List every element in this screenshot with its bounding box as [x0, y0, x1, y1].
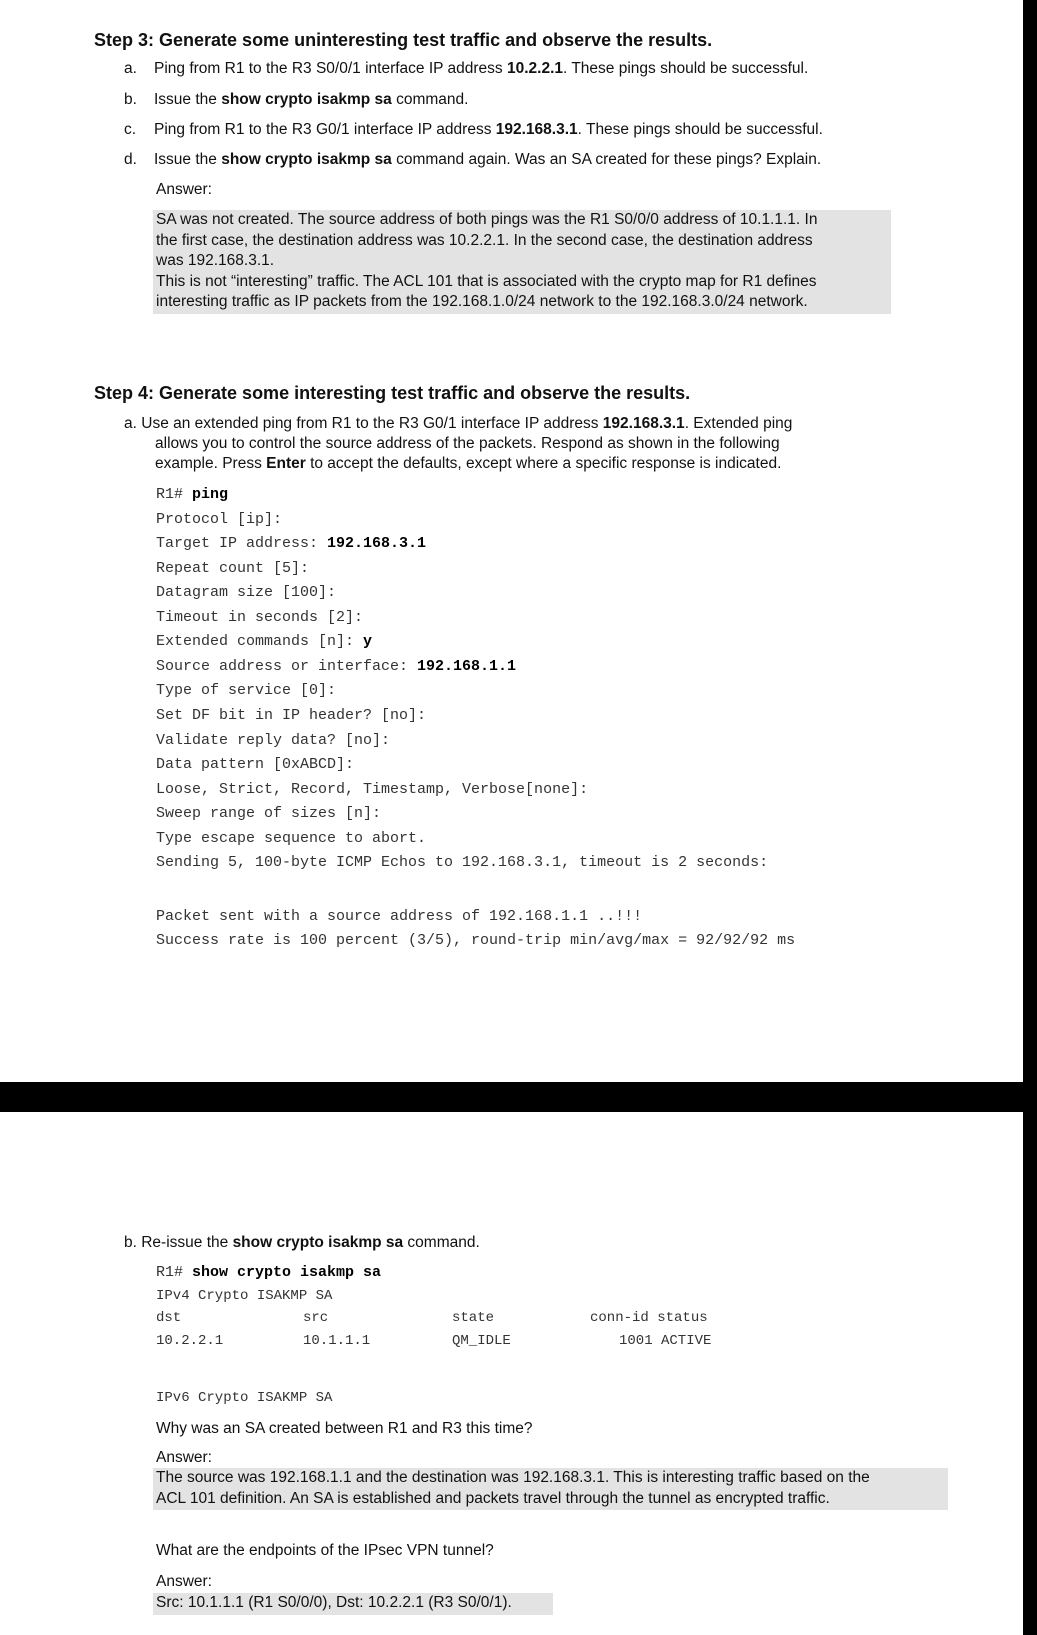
console-line: Loose, Strict, Record, Timestamp, Verbose[none]: [156, 781, 589, 798]
console-line: Protocol [ip]: [156, 511, 283, 528]
answer-line: SA was not created. The source address of both pings was the R1 S0/0/0 address of 10.1.1.1. In [156, 211, 818, 228]
step3-answer-label: Answer: [156, 181, 212, 198]
sa-table-cell: 10.2.2.1 [156, 1333, 224, 1349]
command-line: R1# show crypto isakmp sa [156, 1264, 382, 1281]
console-line: Sending 5, 100-byte ICMP Echos to 192.168.3.1, timeout is 2 seconds: [156, 854, 769, 871]
answer-line: interesting traffic as IP packets from the 192.168.1.0/24 network to the 192.168.3.0/24 network. [156, 293, 808, 310]
question-endpoints: What are the endpoints of the IPsec VPN tunnel? [156, 1542, 494, 1559]
answer-line: ACL 101 definition. An SA is established and packets travel through the tunnel as encrypted traffic. [156, 1489, 830, 1507]
console-line: R1# ping [156, 486, 229, 503]
console-line: Timeout in seconds [2]: [156, 609, 364, 626]
console-line: Set DF bit in IP header? [no]: [156, 707, 427, 724]
answer-line: Src: 10.1.1.1 (R1 S0/0/0), Dst: 10.2.2.1 (R3 S0/0/1). [156, 1594, 512, 1611]
q2-answer-box [153, 1593, 553, 1615]
ipv4-header: IPv4 Crypto ISAKMP SA [156, 1288, 333, 1304]
page-separator [0, 1082, 1037, 1112]
console-line: Type escape sequence to abort. [156, 830, 427, 847]
answer-line: the first case, the destination address was 10.2.2.1. In the second case, the destination address [156, 231, 813, 249]
sa-table-header: conn-id status [590, 1310, 708, 1326]
sa-table-cell: QM_IDLE [452, 1333, 511, 1349]
step4-item-a-line2: allows you to control the source address of the packets. Respond as shown in the following [155, 435, 780, 452]
q2-answer-label: Answer: [156, 1573, 212, 1590]
console-line: Extended commands [n]: y [156, 633, 373, 650]
console-line: Datagram size [100]: [156, 584, 337, 601]
console-line: Data pattern [0xABCD]: [156, 756, 355, 773]
sa-table-header: src [303, 1310, 329, 1326]
step4-item-a-line3: example. Press Enter to accept the defaults, except where a specific response is indicated. [155, 455, 782, 472]
document-page-2 [0, 1112, 1023, 1635]
step4-item-b: b. Re-issue the show crypto isakmp sa command. [124, 1234, 480, 1251]
step4-title: Step 4: Generate some interesting test traffic and observe the results. [94, 383, 691, 403]
console-line: Sweep range of sizes [n]: [156, 805, 382, 822]
sa-table-header: dst [156, 1310, 182, 1326]
question-sa-created: Why was an SA created between R1 and R3 this time? [156, 1420, 533, 1437]
answer-line: was 192.168.3.1. [156, 252, 275, 269]
ipv6-header: IPv6 Crypto ISAKMP SA [156, 1390, 333, 1406]
answer-line: The source was 192.168.1.1 and the destination was 192.168.3.1. This is interesting traffic based on the [156, 1469, 870, 1486]
console-line: Source address or interface: 192.168.1.1 [156, 658, 517, 675]
step3-title: Step 3: Generate some uninteresting test traffic and observe the results. [94, 30, 713, 50]
q1-answer-label: Answer: [156, 1449, 212, 1466]
q1-answer-box [153, 1468, 948, 1510]
sa-table-cell: 10.1.1.1 [303, 1333, 371, 1349]
console-result-line: Success rate is 100 percent (3/5), round-trip min/avg/max = 92/92/92 ms [156, 932, 796, 949]
step4-item-a-line1: a. Use an extended ping from R1 to the R3 G0/1 interface IP address 192.168.3.1. Extended ping [124, 415, 793, 432]
step3-answer-box [153, 210, 891, 314]
console-line: Type of service [0]: [156, 682, 337, 699]
console-result-line: Packet sent with a source address of 192.168.1.1 ..!!! [156, 908, 643, 925]
answer-line: This is not “interesting” traffic. The ACL 101 that is associated with the crypto map for R1 defines [156, 272, 817, 290]
console-line: Validate reply data? [no]: [156, 732, 391, 749]
sa-table-cell: 1001 ACTIVE [619, 1333, 712, 1349]
console-line: Repeat count [5]: [156, 560, 310, 577]
document-page-1: Step 3: Generate some uninteresting test traffic and observe the results. a. Ping from R1 to the R3 S0/0/1 interface IP address 10.2.2.1. These pings should be successful. b. Issue the show crypto isakmp sa command. c. Ping from R1 to the R3 G0/1 interface IP address 192.168.3.1. These pings should be successful. d. Issue the show crypto isakmp sa command again. Was an SA created for these pings? Explain. Answer: SA was not created. The source address of both pings was the R1 S0/0/0 address of 10.1.1.1. In the first case, the destination address was 10.2.2.1. In the second case, the destination address was 192.168.3.1. This is not “interesting” traffic. The ACL 101 that is associated with the crypto map for R1 defines interesting traffic as IP packets from the 192.168.1.0/24 network to the 192.168.3.0/24 network. Step 4: Generate some interesting test traffic and observe the results. a. Use an extended ping from R1 to the R3 G0/1 interface IP address 192.168.3.1. Extended ping allows you to control the source address of the packets. Respond as shown in the following example. Press Enter to accept the defaults, except where a specific response is indicated. R1# ping Protocol [ip]: Target IP address: 192.168.3.1 Repeat count [5]: Datagram size [100]: Timeout in seconds [2]: Extended commands [n]: y Source address or interface: 192.168.1.1 Type of service [0]: Set DF bit in IP header? [no]: Validate reply data? [no]: Data pattern [0xABCD]: Loose, Strict, Record, Timestamp, Verbose[none]: Sweep range of sizes [n]: Type escape sequence to abort. Sending 5, 100-byte ICMP Echos to 192.168.3.1, timeout is 2 seconds: Packet sent with a source address of 192.168.1.1 ..!!! Success rate is 100 percent (3/5), round-trip min/avg/max = 92/92/92 ms [0, 0, 1023, 1082]
right-edge-bar [1023, 0, 1037, 1635]
sa-table-header: state [452, 1310, 495, 1326]
console-line: Target IP address: 192.168.3.1 [156, 535, 427, 552]
